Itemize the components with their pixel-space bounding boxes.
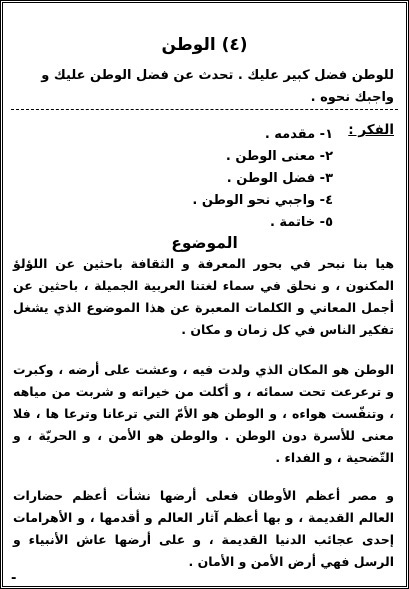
essay-title: (٤) الوطن (161, 35, 248, 55)
corner-mark: - (11, 571, 17, 586)
idea-item: ٢- معنى الوطن . (225, 149, 333, 164)
idea-item: ٤- واجبي نحو الوطن . (192, 193, 333, 208)
dashed-divider (11, 109, 398, 110)
subject-heading: الموضوع (171, 234, 238, 252)
ideas-list (192, 124, 333, 234)
paragraph-intro: هيا بنا نبحر في بحور المعرفة و الثقافة باحثين عن اللؤلؤ المكنون ، و نحلق في سماء لغتنا العربية الجميلة ، باحثين عن أجمل المعاني و الكلمات المعبرة عن هذا الموضوع الذي يشغل تفكير الناس في كل زمان و مكان . (13, 256, 394, 337)
idea-item: ١- مقدمه . (264, 127, 333, 142)
ideas-label: الفكر : (348, 122, 394, 138)
idea-item: ٣- فضل الوطن . (226, 171, 333, 186)
idea-item: ٥- خاتمة . (269, 215, 333, 230)
essay-prompt: للوطن فضل كبير عليك . تحدث عن فضل الوطن عليك و واجبك نحوه . (41, 68, 394, 105)
paragraph-egypt: و مصر أعظم الأوطان فعلى أرضها نشأت أعظم حضارات العالم القديمة ، و بها أعظم آثار العالم و أقدمها ، و الأهرامات إحدى عجائب الدنيا القديمة ، و على أرضها عاش الأنبياء و الرسل فهي أرض الأمن و الأمان . (13, 488, 394, 569)
paragraph-meaning: الوطن هو المكان الذي ولدت فيه ، وعشت على أرضه ، وكبرت و ترعرعت تحت سمائه ، و أكلت من خيراته و شربت من مياهه ، وتنفّست هواءه ، و الوطن هو الأمّ التي ترعانا وترعا ها ، فلا معنى للأسرة دون الوطن . والوطن هو الأمن ، و الحريّة ، و التّضحية ، و الفداء . (13, 362, 394, 465)
